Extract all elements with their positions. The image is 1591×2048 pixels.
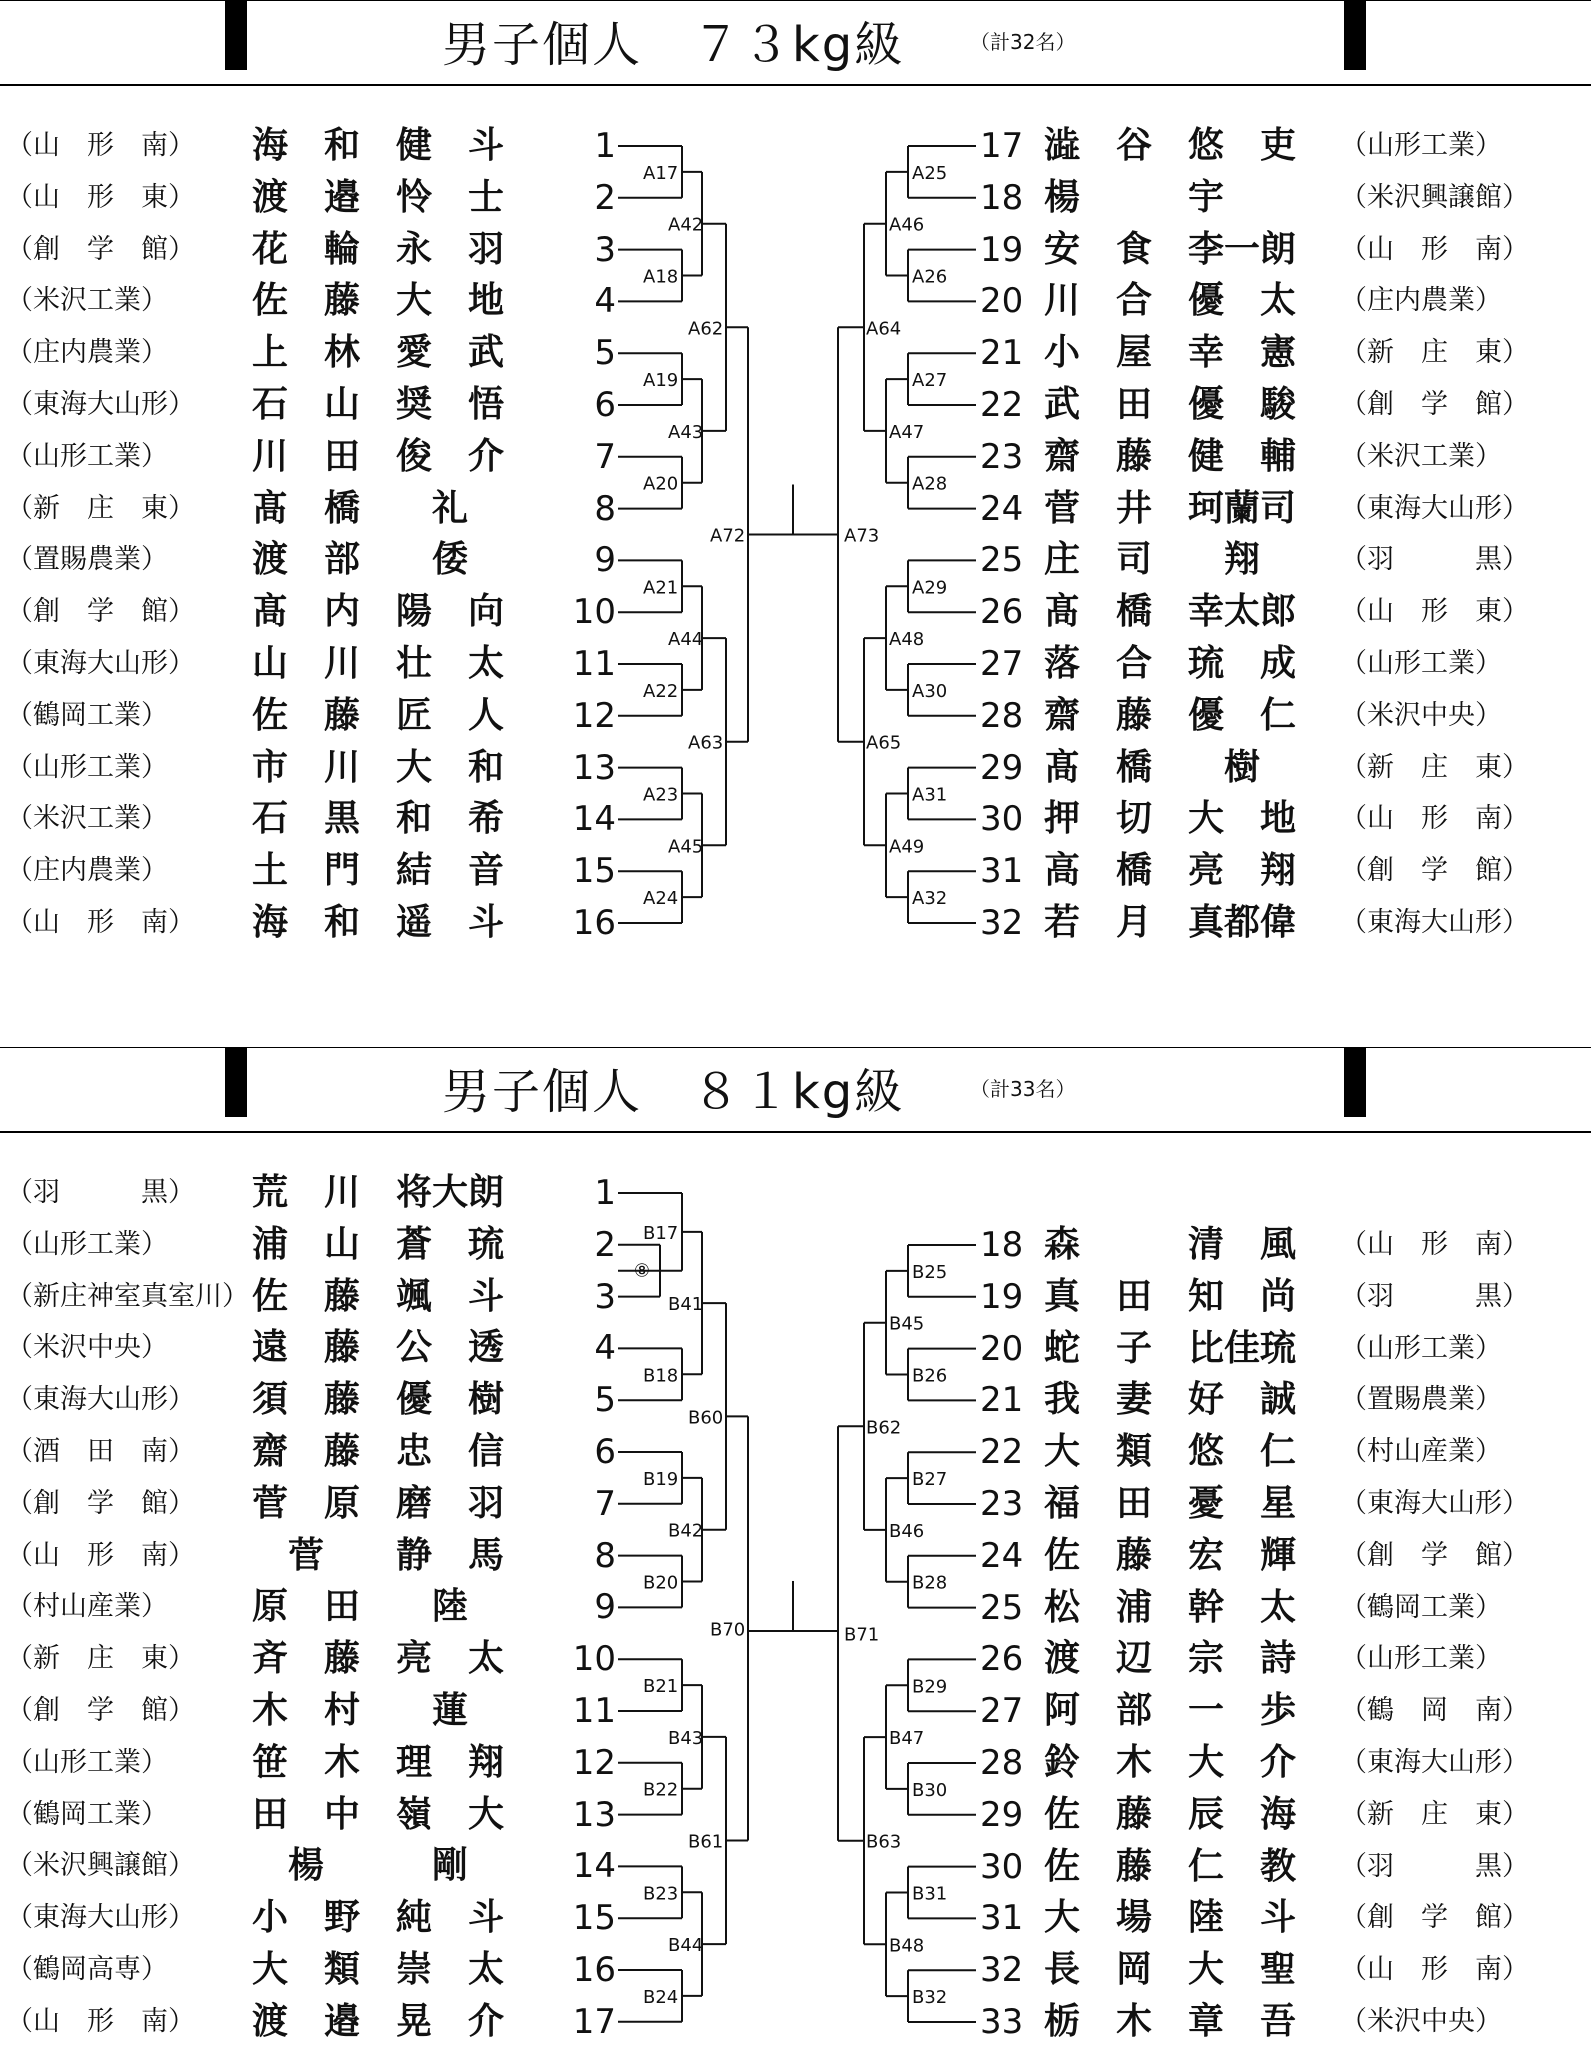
school-name: （山 形 南） [6,907,195,938]
school-name: （新 庄 東） [1340,1798,1529,1830]
school-name: （創 学 館） [6,1695,195,1726]
seed-number: 32 [980,1950,1024,1991]
seed-number: 21 [980,333,1024,374]
seed-number: 15 [572,1898,616,1939]
athlete-name: 渡 辺 宗 詩 [1044,1638,1297,1680]
athlete-name: 髙 橋 幸太郎 [1044,591,1297,633]
school-name: （創 学 館） [6,596,195,628]
seed-number: 11 [572,644,616,684]
athlete-name: 佐 藤 辰 海 [1044,1793,1297,1835]
school-name: （山形工業） [1340,1643,1502,1675]
athlete-name: 楊 宇 [1044,176,1225,218]
school-name: （山 形 南） [1340,1229,1529,1260]
seed-number: 29 [980,747,1024,788]
match-label: A26 [912,266,948,288]
match-label: B24 [643,1986,679,2008]
school-name: （村山産業） [6,1591,168,1623]
athlete-name: 渡 邉 怜 士 [252,176,505,218]
school-name: （山 形 南） [1340,233,1529,265]
match-label: B41 [668,1294,704,1316]
school-name: （羽 黒） [1340,1850,1529,1882]
seed-number: 31 [980,1898,1024,1939]
match-label: A24 [643,888,679,910]
match-label: A22 [643,680,679,702]
match-label: B25 [912,1261,948,1283]
school-name: （東海大山形） [1340,907,1529,938]
athlete-name: 佐 藤 匠 人 [252,694,505,736]
seed-number: 12 [572,1742,616,1783]
match-label: B20 [643,1572,679,1594]
seed-number: 11 [572,1691,616,1731]
seed-number: 28 [980,1743,1024,1783]
school-name: （創 学 館） [1340,1539,1529,1571]
match-label: B62 [866,1417,902,1439]
seed-number: 4 [594,1328,616,1369]
athlete-name: 石 山 奨 悟 [252,384,505,425]
seed-number: 20 [980,1328,1024,1369]
athlete-name: 森 清 風 [1044,1224,1297,1265]
match-label: B26 [912,1365,948,1387]
athlete-name: 齋 藤 優 仁 [1044,694,1297,736]
school-name: （創 学 館） [1340,855,1529,887]
school-name: （山 形 南） [6,1539,195,1571]
match-label: B71 [844,1624,880,1646]
athlete-name: 高 橋 亮 翔 [1044,850,1297,892]
section-title: 男子個人 ８１kg級 [442,1064,905,1120]
school-name: （米沢興譲館） [1340,181,1529,213]
match-label: B21 [643,1676,679,1698]
seed-number: 18 [980,1225,1024,1265]
school-name: （山 形 東） [6,181,195,213]
athlete-name: 髙 橋 礼 [252,487,469,529]
seed-number: 25 [980,1587,1024,1628]
prelim-match-label: ⑧ [633,1260,650,1282]
match-label: B46 [889,1520,925,1542]
athlete-name: 大 場 陸 斗 [1044,1897,1297,1939]
match-label: B48 [889,1935,925,1957]
match-label: A45 [668,836,704,858]
seed-number: 18 [980,177,1024,218]
school-name: （山形工業） [6,1746,168,1778]
athlete-name: 浦 山 蒼 琉 [252,1223,505,1265]
athlete-name: 山 川 壮 太 [252,643,505,684]
school-name: （鶴 岡 南） [1340,1695,1529,1727]
seed-number: 14 [572,799,616,840]
bracket-lines [0,1047,1591,2048]
athlete-name: 遠 藤 公 透 [252,1327,505,1369]
seed-number: 14 [572,1846,616,1887]
seed-number: 7 [594,1483,616,1524]
school-name: （山 形 東） [1340,596,1529,628]
athlete-name: 安 食 李一朗 [1044,228,1297,270]
match-label: A49 [889,836,925,858]
section-title: 男子個人 ７３kg級 [442,17,905,73]
athlete-name: 渡 部 倭 [252,539,469,581]
athlete-name: 荒 川 将大朗 [252,1172,505,1213]
seed-number: 10 [572,1639,616,1680]
athlete-name: 真 田 知 尚 [1044,1275,1297,1317]
seed-number: 20 [980,281,1024,322]
seed-number: 2 [594,1224,616,1265]
school-name: （東海大山形） [1340,1747,1529,1778]
school-name: （東海大山形） [1340,1488,1529,1519]
school-name: （新 庄 東） [1340,751,1529,783]
bracket-lines [0,0,1591,930]
seed-number: 23 [980,436,1024,477]
match-label: B61 [688,1831,724,1853]
seed-number: 30 [980,799,1024,840]
seed-number: 25 [980,540,1024,581]
seed-number: 24 [980,1535,1024,1576]
athlete-name: 菅 原 磨 羽 [252,1482,505,1524]
match-label: B47 [889,1728,925,1750]
seed-number: 10 [572,592,616,633]
school-name: （鶴岡工業） [6,1798,168,1830]
seed-number: 13 [572,1794,616,1835]
seed-number: 21 [980,1380,1024,1421]
school-name: （創 学 館） [6,233,195,265]
match-label: A21 [643,577,679,599]
match-label: B22 [643,1779,679,1801]
school-name: （山形工業） [1340,648,1502,679]
school-name: （山 形 南） [6,2005,195,2037]
seed-number: 6 [594,1432,616,1472]
school-name: （村山産業） [1340,1436,1502,1468]
athlete-name: 佐 藤 仁 教 [1044,1845,1297,1887]
match-label: A25 [912,162,948,184]
athlete-name: 川 合 優 太 [1044,280,1297,322]
seed-number: 6 [594,385,616,425]
seed-number: 30 [980,1846,1024,1887]
match-label: A64 [866,318,902,340]
match-label: B63 [866,1831,902,1853]
school-name: （山 形 南） [6,130,195,161]
seed-number: 8 [594,1535,616,1576]
seed-number: 28 [980,695,1024,736]
participant-count: （計32名） [970,30,1076,54]
seed-number: 27 [980,644,1024,684]
match-label: B45 [889,1313,925,1335]
school-name: （鶴岡高専） [6,1954,168,1985]
school-name: （山 形 南） [1340,803,1529,835]
school-name: （新 庄 東） [6,492,195,524]
athlete-name: 鈴 木 大 介 [1044,1742,1297,1783]
seed-number: 13 [572,747,616,788]
match-label: B23 [643,1883,679,1905]
school-name: （米沢工業） [1340,440,1502,472]
seed-number: 27 [980,1691,1024,1732]
athlete-name: 髙 内 陽 向 [252,591,505,633]
school-name: （米沢工業） [6,285,168,317]
seed-number: 19 [980,229,1024,270]
school-name: （創 学 館） [1340,389,1529,420]
seed-number: 2 [594,177,616,218]
athlete-name: 海 和 健 斗 [252,125,505,166]
seed-number: 12 [572,695,616,736]
seed-number: 22 [980,385,1024,425]
athlete-name: 斉 藤 亮 太 [252,1638,505,1680]
school-name: （米沢中央） [1340,2006,1502,2037]
seed-number: 3 [594,229,616,270]
seed-number: 5 [594,333,616,374]
seed-number: 29 [980,1794,1024,1835]
athlete-name: 原 田 陸 [252,1586,469,1628]
school-name: （東海大山形） [1340,492,1529,524]
match-label: A62 [688,318,724,340]
match-label: A43 [668,421,704,443]
school-name: （置賜農業） [6,544,168,576]
match-label: A63 [688,732,724,754]
athlete-name: 市 川 大 和 [252,746,505,788]
athlete-name: 上 林 愛 武 [252,332,505,374]
match-label: A65 [866,732,902,754]
athlete-name: 佐 藤 颯 斗 [252,1275,505,1317]
athlete-name: 渡 邉 晃 介 [252,2000,505,2042]
school-name: （山形工業） [1340,130,1502,161]
athlete-name: 川 田 俊 介 [252,435,505,477]
seed-number: 16 [572,903,616,943]
school-name: （東海大山形） [6,648,195,679]
seed-number: 8 [594,488,616,529]
seed-number: 24 [980,488,1024,529]
athlete-name: 菅 井 珂蘭司 [1044,487,1297,529]
match-label: B43 [668,1727,704,1749]
athlete-name: 落 合 琉 成 [1044,643,1297,684]
school-name: （新庄神室真室川） [6,1280,249,1312]
athlete-name: 菅 静 馬 [252,1534,505,1576]
match-label: B27 [912,1469,948,1491]
match-label: A42 [668,214,704,236]
school-name: （創 学 館） [1340,1902,1529,1934]
athlete-name: 土 門 結 音 [252,850,505,892]
participant-count: （計33名） [970,1077,1076,1101]
athlete-name: 栃 木 章 吾 [1044,2001,1297,2042]
match-label: B42 [668,1520,704,1542]
match-label: B70 [710,1619,746,1641]
athlete-name: 福 田 憂 星 [1044,1483,1297,1524]
match-label: A20 [643,473,679,495]
athlete-name: 澁 谷 悠 吏 [1044,125,1297,166]
seed-number: 32 [980,903,1024,943]
seed-number: 16 [572,1950,616,1990]
athlete-name: 田 中 嶺 大 [252,1793,505,1835]
athlete-name: 小 野 純 斗 [252,1897,505,1939]
seed-number: 1 [594,126,616,166]
school-name: （米沢興譲館） [6,1850,195,1882]
match-label: A32 [912,888,948,910]
match-label: B28 [912,1572,948,1594]
school-name: （東海大山形） [6,389,195,420]
seed-number: 9 [594,1587,616,1628]
school-name: （庄内農業） [6,337,168,369]
athlete-name: 大 類 崇 太 [252,1949,505,1990]
match-label: A18 [643,266,679,288]
match-label: A72 [710,525,746,547]
seed-number: 22 [980,1432,1024,1473]
athlete-name: 長 岡 大 聖 [1044,1949,1297,1991]
school-name: （山形工業） [6,751,168,783]
school-name: （羽 黒） [1340,544,1529,576]
school-name: （東海大山形） [6,1902,195,1934]
athlete-name: 小 屋 幸 憲 [1044,332,1297,374]
school-name: （新 庄 東） [6,1643,195,1675]
school-name: （置賜農業） [1340,1384,1502,1416]
athlete-name: 我 妻 好 誠 [1044,1379,1297,1421]
seed-number: 17 [572,2001,616,2042]
school-name: （酒 田 南） [6,1436,195,1467]
school-name: （庄内農業） [6,855,168,887]
school-name: （山形工業） [1340,1332,1502,1364]
match-label: B32 [912,1987,948,2009]
athlete-name: 石 黒 和 希 [252,798,505,840]
athlete-name: 佐 藤 宏 輝 [1044,1534,1297,1576]
school-name: （東海大山形） [6,1384,195,1416]
seed-number: 4 [594,281,616,322]
athlete-name: 武 田 優 駿 [1044,384,1297,425]
athlete-name: 蛇 子 比佳琉 [1044,1327,1297,1369]
match-label: A73 [844,525,880,547]
match-label: B44 [668,1935,704,1957]
athlete-name: 大 類 悠 仁 [1044,1431,1297,1473]
athlete-name: 佐 藤 大 地 [252,280,505,322]
match-label: B29 [912,1676,948,1698]
athlete-name: 齋 藤 健 輔 [1044,435,1297,477]
athlete-name: 木 村 蓮 [252,1690,469,1731]
seed-number: 17 [980,126,1024,166]
school-name: （米沢工業） [6,803,168,835]
athlete-name: 海 和 遥 斗 [252,902,505,943]
seed-number: 5 [594,1380,616,1421]
school-name: （米沢中央） [6,1332,168,1364]
athlete-name: 阿 部 一 歩 [1044,1690,1297,1732]
match-label: A48 [889,629,925,651]
school-name: （新 庄 東） [1340,337,1529,369]
match-label: A17 [643,162,679,184]
match-label: A19 [643,370,679,392]
athlete-name: 花 輪 永 羽 [252,228,505,270]
match-label: A29 [912,577,948,599]
school-name: （庄内農業） [1340,285,1502,317]
match-label: B30 [912,1779,948,1801]
school-name: （羽 黒） [1340,1280,1529,1312]
athlete-name: 髙 橋 樹 [1044,746,1261,788]
seed-number: 23 [980,1484,1024,1524]
match-label: B17 [643,1222,679,1244]
athlete-name: 楊 剛 [252,1845,469,1887]
match-label: A27 [912,370,948,392]
bracket-73kg [0,0,1591,943]
match-label: A30 [912,680,948,702]
seed-number: 7 [594,436,616,477]
match-label: A46 [889,214,925,236]
match-label: B31 [912,1883,948,1905]
seed-number: 33 [980,2002,1024,2042]
school-name: （羽 黒） [6,1177,195,1208]
athlete-name: 庄 司 翔 [1044,539,1261,581]
match-label: B19 [643,1468,679,1490]
athlete-name: 押 切 大 地 [1044,798,1297,840]
school-name: （鶴岡工業） [1340,1591,1502,1623]
athlete-name: 若 月 真都偉 [1044,902,1297,943]
match-label: A47 [889,421,925,443]
match-label: A44 [668,629,704,651]
seed-number: 9 [594,540,616,581]
school-name: （山形工業） [6,440,168,472]
school-name: （米沢中央） [1340,699,1502,731]
match-label: B18 [643,1365,679,1387]
athlete-name: 笹 木 理 翔 [252,1741,505,1783]
seed-number: 19 [980,1276,1024,1317]
seed-number: 26 [980,1639,1024,1680]
match-label: A31 [912,784,948,806]
school-name: （山形工業） [6,1228,168,1260]
match-label: B60 [688,1407,724,1429]
seed-number: 26 [980,592,1024,633]
athlete-name: 須 藤 優 樹 [252,1379,505,1421]
match-label: A28 [912,473,948,495]
match-label: A23 [643,784,679,806]
school-name: （創 学 館） [6,1487,195,1519]
seed-number: 31 [980,851,1024,892]
school-name: （山 形 南） [1340,1954,1529,1986]
seed-number: 1 [594,1173,616,1213]
seed-number: 3 [594,1276,616,1317]
athlete-name: 松 浦 幹 太 [1044,1586,1297,1628]
school-name: （鶴岡工業） [6,699,168,731]
athlete-name: 齋 藤 忠 信 [252,1431,505,1472]
seed-number: 15 [572,851,616,892]
bracket-81kg [0,1047,1591,2048]
